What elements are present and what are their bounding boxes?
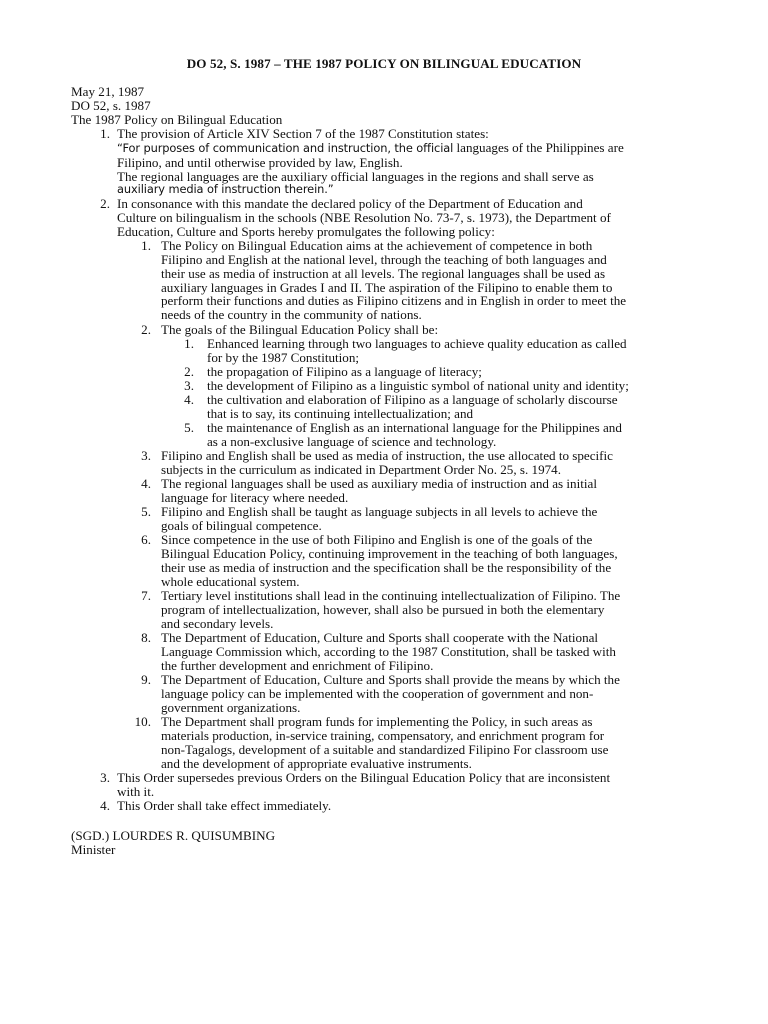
goal-item <box>170 421 712 449</box>
item-text: Culture on bilingualism in the schools (NBE Resolution No. 73-7, s. 1973), the Department of <box>117 209 611 225</box>
policy-item <box>125 631 712 673</box>
item-text: This Order shall take effect immediately. <box>117 798 332 813</box>
item-text: The regional languages shall be used as auxiliary media of instruction and as initial <box>161 476 597 491</box>
policy-item <box>125 477 712 505</box>
item-number: 10. <box>134 714 151 729</box>
order-date: May 21, 1987 <box>71 84 145 99</box>
list-item <box>82 771 712 799</box>
item-number: 5. <box>141 504 151 519</box>
order-subject: The 1987 Policy on Bilingual Education <box>71 111 283 127</box>
item-number: 2. <box>184 364 194 379</box>
item-text: subjects in the curriculum as indicated in Department Order No. 25, s. 1974. <box>161 461 561 477</box>
item-number: 1. <box>100 126 110 141</box>
policy-item <box>125 715 712 770</box>
item-number: 6. <box>141 532 151 547</box>
item-number: 4. <box>100 798 110 813</box>
goal-item <box>170 393 712 421</box>
order-number: DO 52, s. 1987 <box>71 97 151 113</box>
item-text: for by the 1987 Constitution; <box>207 349 360 365</box>
item-text: language for literacy where needed. <box>161 489 349 505</box>
item-text: and secondary levels. <box>161 615 274 631</box>
document-title: DO 52, S. 1987 – THE 1987 POLICY ON BILINGUAL EDUCATION <box>186 56 582 71</box>
item-number: 9. <box>141 672 151 687</box>
list-item <box>82 197 712 239</box>
item-text: whole educational system. <box>161 573 300 589</box>
item-text: the propagation of Filipino as a language of literacy; <box>207 364 482 379</box>
item-text: and the development of appropriate evaluative instruments. <box>161 755 472 771</box>
goal-item <box>170 337 712 365</box>
policy-item <box>125 589 712 631</box>
constitution-quote: “For purposes of communication and instruction, the official languages of the Philippines are <box>117 139 624 155</box>
item-text: The Department of Education, Culture and Sports shall cooperate with the National <box>161 630 599 645</box>
constitution-quote: auxiliary media of instruction therein.” <box>117 182 334 197</box>
item-text: In consonance with this mandate the declared policy of the Department of Education and <box>117 196 583 211</box>
item-number: 4. <box>184 392 194 407</box>
item-number: 2. <box>100 196 110 211</box>
item-text: Filipino and English shall be used as media of instruction, the use allocated to specific <box>161 448 613 463</box>
item-text: needs of the country in the community of nations. <box>161 307 422 323</box>
item-number: 3. <box>141 448 151 463</box>
item-text: the further development and enrichment of Filipino. <box>161 657 434 673</box>
item-text: auxiliary languages in Grades I and II. The aspiration of the Filipino to enable them to <box>161 279 613 295</box>
item-text: Education, Culture and Sports hereby promulgates the following policy: <box>117 223 495 239</box>
item-text: Enhanced learning through two languages to achieve quality education as called <box>207 336 627 351</box>
policy-item <box>125 505 712 533</box>
item-text: Bilingual Education Policy, continuing improvement in the teaching of both languages, <box>161 545 618 561</box>
policy-item <box>125 533 712 588</box>
item-text: their use as media of instruction at all levels. The regional languages shall be used as <box>161 265 606 281</box>
list-item <box>82 127 712 197</box>
goal-item <box>170 365 712 379</box>
signature-block <box>71 829 275 857</box>
item-text: the cultivation and elaboration of Filipino as a language of scholarly discourse <box>207 392 618 407</box>
item-text: goals of bilingual competence. <box>161 517 322 533</box>
signatory-position: Minister <box>71 841 116 857</box>
item-text: materials production, in-service training, compensatory, and enrichment program for <box>161 727 605 743</box>
item-number: 3. <box>184 378 194 393</box>
item-text: program of intellectualization, however, shall also be pursued in both the elementary <box>161 601 605 617</box>
item-text: The goals of the Bilingual Education Policy shall be: <box>161 322 439 337</box>
item-number: 2. <box>141 322 151 337</box>
item-text: Filipino and English shall be taught as language subjects in all levels to achieve the <box>161 504 598 519</box>
item-number: 7. <box>141 588 151 603</box>
item-number: 5. <box>184 420 194 435</box>
item-text: non-Tagalogs, development of a suitable and standardized Filipino For classroom use <box>161 741 609 757</box>
item-number: 1. <box>141 238 151 253</box>
policy-item <box>125 673 712 715</box>
signatory-name: (SGD.) LOURDES R. QUISUMBING <box>71 828 276 843</box>
item-text: Since competence in the use of both Filipino and English is one of the goals of the <box>161 532 593 547</box>
item-text: perform their functions and duties as Filipino citizens and in English in order to meet the <box>161 293 627 309</box>
item-text: The Department shall program funds for implementing the Policy, in such areas as <box>161 714 593 729</box>
item-text: Language Commission which, according to the 1987 Constitution, shall be tasked with <box>161 643 616 659</box>
item-text: The Department of Education, Culture and Sports shall provide the means by which the <box>161 672 620 687</box>
item-text: the maintenance of English as an international language for the Philippines and <box>207 420 622 435</box>
item-text: government organizations. <box>161 699 301 715</box>
list-item <box>82 799 712 813</box>
item-number: 8. <box>141 630 151 645</box>
item-text: This Order supersedes previous Orders on the Bilingual Education Policy that are inconsistent <box>117 770 611 785</box>
item-text: the development of Filipino as a linguistic symbol of national unity and identity; <box>207 378 629 393</box>
item-text: Filipino and English at the national level, through the teaching of both languages and <box>161 251 607 267</box>
item-number: 4. <box>141 476 151 491</box>
item-text: their use as media of instruction and the specification shall be the responsibility of the <box>161 559 612 575</box>
policy-item <box>125 239 712 322</box>
item-number: 1. <box>184 336 194 351</box>
item-number: 3. <box>100 770 110 785</box>
document-header <box>71 85 711 127</box>
item-text: as a non-exclusive language of science and technology. <box>207 433 497 449</box>
item-text: language policy can be implemented with the cooperation of government and non- <box>161 685 594 701</box>
item-text: with it. <box>117 783 155 799</box>
item-text: The provision of Article XIV Section 7 of the 1987 Constitution states: <box>117 126 489 141</box>
item-text: Tertiary level institutions shall lead in the continuing intellectualization of Filipino. The <box>161 588 621 603</box>
policy-item <box>125 449 712 477</box>
constitution-quote: Filipino, and until otherwise provided by law, English. <box>117 154 403 170</box>
policy-item <box>125 323 712 337</box>
item-text: that is to say, its continuing intellectualization; and <box>207 405 474 421</box>
item-text: The Policy on Bilingual Education aims at the achievement of competence in both <box>161 238 593 253</box>
constitution-quote: The regional languages are the auxiliary official languages in the regions and shall serve as <box>117 168 594 184</box>
goal-item <box>170 379 712 393</box>
